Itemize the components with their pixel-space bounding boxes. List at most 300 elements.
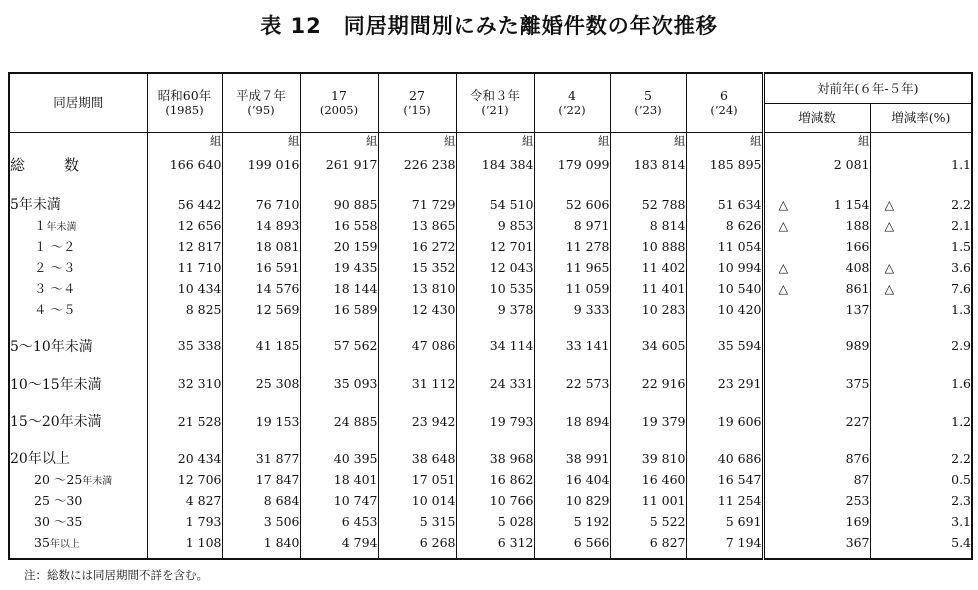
value-cell: 179 099 [534,153,610,176]
value-cell: 8 971 [534,215,610,236]
value-cell: 13 810 [378,278,456,299]
value-cell: 10 283 [610,299,686,320]
value-cell: 6 566 [534,532,610,553]
value-cell: 35 338 [147,334,222,357]
value-cell: 4 827 [147,490,222,511]
value-cell: 261 917 [300,153,378,176]
spacer-cell [300,176,378,194]
value-cell: 12 817 [147,236,222,257]
header-year-label: 17 [331,87,347,103]
spacer-cell [300,320,378,335]
value-cell: 10 420 [686,299,763,320]
rate-cell [870,153,972,176]
header-year-sub: (2005) [319,102,359,117]
rate-value: 2.1 [951,217,972,233]
spacer-cell [147,320,222,335]
value-cell: 52 788 [610,194,686,215]
row-label-text: 25 ～30 [34,493,83,509]
value-cell: 16 591 [222,257,300,278]
value-cell: 12 656 [147,215,222,236]
row-label [9,299,147,320]
rate-value: 1.6 [951,376,972,392]
value-cell: 9 378 [456,299,534,320]
value-cell: 17 051 [378,469,456,490]
change-value: 367 [845,534,870,550]
spacer-cell [147,433,222,448]
value-cell: 16 589 [300,299,378,320]
value-cell: 9 333 [534,299,610,320]
header-year [222,73,300,132]
header-year-sub: (’95) [247,102,275,117]
header-year-sub: (1985) [165,102,204,117]
value-cell: 199 016 [222,153,300,176]
spacer-cell [534,433,610,448]
spacer-cell [378,320,456,335]
header-period: 同居期間 [9,73,147,132]
rate-cell [870,372,972,395]
row-label [9,334,147,357]
rate-cell [870,215,972,236]
value-cell: 1 840 [222,532,300,553]
table-title-text: 同居期間別にみた離婚件数の年次推移 [343,14,718,38]
value-cell: 22 573 [534,372,610,395]
change-cell [763,215,870,236]
value-cell: 6 453 [300,511,378,532]
value-cell: 56 442 [147,194,222,215]
table-row [9,532,972,553]
value-cell: 11 001 [610,490,686,511]
change-cell [763,257,870,278]
header-year [686,73,763,132]
value-cell: 16 272 [378,236,456,257]
header-year-sub: (’15) [403,102,431,117]
decrease-mark: △ [884,196,895,212]
value-cell: 23 291 [686,372,763,395]
rate-value: 1.2 [951,413,972,429]
rate-value: 2.2 [951,196,972,212]
rate-value: 1.1 [951,157,972,172]
unit-label: 組 [222,132,300,153]
value-cell: 38 968 [456,448,534,469]
change-cell [763,532,870,553]
rate-cell [870,299,972,320]
rate-value: 3.6 [951,259,972,275]
change-value: 169 [845,513,870,529]
value-cell: 38 991 [534,448,610,469]
decrease-mark: △ [884,217,895,233]
row-label [9,490,147,511]
spacer-cell [9,357,147,372]
unit-label: 組 [763,132,870,153]
decrease-mark: △ [778,217,789,233]
value-cell: 24 885 [300,410,378,433]
row-label [9,194,147,215]
total-row [9,153,972,176]
decrease-mark: △ [778,259,789,275]
decrease-mark: △ [778,280,789,296]
value-cell: 19 153 [222,410,300,433]
value-cell: 11 402 [610,257,686,278]
value-cell: 7 194 [686,532,763,553]
table-row [9,236,972,257]
rate-cell [870,511,972,532]
row-label-text: ３ ～４ [34,281,76,297]
value-cell: 35 093 [300,372,378,395]
value-cell: 166 640 [147,153,222,176]
value-cell: 13 865 [378,215,456,236]
row-label [9,532,147,553]
value-cell: 90 885 [300,194,378,215]
value-cell: 14 576 [222,278,300,299]
value-cell: 16 460 [610,469,686,490]
row-label-text: 5年未満 [10,197,61,214]
value-cell: 40 686 [686,448,763,469]
value-cell: 18 144 [300,278,378,299]
spacer-cell [378,433,456,448]
unit-label: 組 [610,132,686,153]
change-value: 375 [845,376,870,392]
decrease-mark: △ [884,280,895,296]
value-cell: 11 059 [534,278,610,299]
change-cell [763,490,870,511]
value-cell: 9 853 [456,215,534,236]
value-cell: 12 043 [456,257,534,278]
value-cell: 8 684 [222,490,300,511]
divorce-table [8,72,973,560]
table-row [9,490,972,511]
value-cell: 10 888 [610,236,686,257]
change-cell [763,334,870,357]
table-row [9,194,972,215]
unit-label: 組 [534,132,610,153]
row-label [9,448,147,469]
spacer-cell [763,357,870,372]
rate-value: 7.6 [951,280,972,296]
rate-value: 0.5 [951,471,972,487]
value-cell: 1 793 [147,511,222,532]
spacer-cell [300,357,378,372]
value-cell: 71 729 [378,194,456,215]
change-value: 1 154 [833,196,870,212]
rate-value: 2.2 [951,450,972,466]
value-cell: 16 558 [300,215,378,236]
spacer-cell [456,433,534,448]
value-cell: 12 569 [222,299,300,320]
value-cell: 17 847 [222,469,300,490]
spacer-cell [686,176,763,194]
row-label-suffix: 年未満 [46,222,77,234]
change-cell [763,511,870,532]
value-cell: 6 827 [610,532,686,553]
rate-cell [870,257,972,278]
spacer-cell [610,553,686,559]
value-cell: 4 794 [300,532,378,553]
spacer-cell [9,320,147,335]
row-label-text: １ ～２ [34,239,76,255]
value-cell: 5 691 [686,511,763,532]
change-cell [763,299,870,320]
rate-cell [870,410,972,433]
value-cell: 12 430 [378,299,456,320]
spacer-cell [610,433,686,448]
value-cell: 19 435 [300,257,378,278]
value-cell: 5 192 [534,511,610,532]
change-cell [763,372,870,395]
spacer-cell [9,176,147,194]
value-cell: 10 829 [534,490,610,511]
spacer-cell [456,553,534,559]
change-value: 166 [845,238,870,254]
table-row [9,299,972,320]
spacer-cell [147,395,222,410]
value-cell: 31 877 [222,448,300,469]
footnote: 注：総数には同居期間不詳を含む。 [24,568,208,582]
row-label-text: 20 ～25 [34,472,83,488]
table-row [9,278,972,299]
value-cell: 19 379 [610,410,686,433]
value-cell: 31 112 [378,372,456,395]
header-year-sub: (’24) [710,102,738,117]
spacer-cell [378,395,456,410]
spacer-cell [378,553,456,559]
header-year [300,73,378,132]
value-cell: 11 278 [534,236,610,257]
spacer-cell [456,357,534,372]
row-label [9,511,147,532]
spacer-cell [222,357,300,372]
spacer-cell [610,176,686,194]
spacer-cell [147,357,222,372]
value-cell: 18 081 [222,236,300,257]
rate-cell [870,334,972,357]
spacer-cell [610,395,686,410]
change-value: 408 [845,259,870,275]
value-cell: 6 312 [456,532,534,553]
row-label-text: ４ ～５ [34,302,76,318]
spacer-cell [147,553,222,559]
rate-value: 3.1 [951,513,972,529]
header-year [378,73,456,132]
value-cell: 10 747 [300,490,378,511]
value-cell: 6 268 [378,532,456,553]
empty-cell [870,132,972,153]
value-cell: 47 086 [378,334,456,357]
value-cell: 10 014 [378,490,456,511]
rate-cell [870,278,972,299]
spacer-cell [763,553,870,559]
table-row [9,372,972,395]
unit-label: 組 [686,132,763,153]
value-cell: 15 352 [378,257,456,278]
rate-value: 1.5 [951,238,972,254]
spacer-cell [456,320,534,335]
spacer-cell [456,176,534,194]
value-cell: 14 893 [222,215,300,236]
spacer-cell [686,433,763,448]
spacer-cell [686,395,763,410]
header-rate: 増減率(%) [870,103,972,132]
unit-label: 組 [300,132,378,153]
row-label-suffix: 年以上 [49,538,80,550]
unit-label: 組 [378,132,456,153]
value-cell: 22 916 [610,372,686,395]
value-cell: 25 308 [222,372,300,395]
value-cell: 16 404 [534,469,610,490]
value-cell: 51 634 [686,194,763,215]
change-value: 989 [845,338,870,354]
rate-value: 1.3 [951,301,972,317]
value-cell: 8 626 [686,215,763,236]
value-cell: 11 710 [147,257,222,278]
value-cell: 35 594 [686,334,763,357]
spacer-cell [686,320,763,335]
row-label-text: 総 数 [10,156,92,174]
header-year [610,73,686,132]
spacer-cell [222,395,300,410]
row-label [9,236,147,257]
value-cell: 34 114 [456,334,534,357]
row-label-text: 15～20年未満 [10,414,102,431]
table-row [9,448,972,469]
row-label-suffix: 年未満 [82,476,113,488]
change-value: 137 [845,301,870,317]
header-year-label: 平成７年 [235,87,286,103]
spacer-cell [610,357,686,372]
change-value: 227 [845,413,870,429]
rate-value: 5.4 [951,534,972,550]
change-cell [763,153,870,176]
change-value: 2 081 [833,157,870,172]
value-cell: 11 254 [686,490,763,511]
spacer-cell [534,320,610,335]
rate-value: 2.9 [951,338,972,354]
value-cell: 20 434 [147,448,222,469]
change-cell [763,236,870,257]
value-cell: 10 994 [686,257,763,278]
row-label-text: ２ ～３ [34,260,76,276]
spacer-cell [378,357,456,372]
value-cell: 185 895 [686,153,763,176]
header-year-label: 27 [409,87,425,103]
spacer-cell [300,395,378,410]
change-value: 253 [845,492,870,508]
value-cell: 18 894 [534,410,610,433]
spacer-cell [456,395,534,410]
change-cell [763,469,870,490]
header-year [534,73,610,132]
value-cell: 19 793 [456,410,534,433]
spacer-cell [763,320,870,335]
value-cell: 54 510 [456,194,534,215]
header-year [147,73,222,132]
value-cell: 184 384 [456,153,534,176]
spacer-cell [378,176,456,194]
value-cell: 10 434 [147,278,222,299]
spacer-cell [300,433,378,448]
row-label [9,257,147,278]
header-compare: 対前年(６年-５年) [763,73,972,103]
change-value: 87 [853,471,870,487]
spacer-cell [534,553,610,559]
header-year-sub: (’23) [634,102,662,117]
rate-cell [870,469,972,490]
change-cell [763,278,870,299]
spacer-cell [534,176,610,194]
row-label [9,372,147,395]
spacer-cell [9,433,147,448]
row-label [9,278,147,299]
table-row [9,334,972,357]
rate-cell [870,194,972,215]
change-value: 861 [845,280,870,296]
value-cell: 226 238 [378,153,456,176]
value-cell: 16 862 [456,469,534,490]
change-value: 188 [845,217,870,233]
value-cell: 32 310 [147,372,222,395]
header-year-label: 昭和60年 [157,87,212,103]
spacer-cell [610,320,686,335]
value-cell: 23 942 [378,410,456,433]
spacer-cell [9,553,147,559]
spacer-cell [9,395,147,410]
value-cell: 40 395 [300,448,378,469]
spacer-cell [534,357,610,372]
header-year-label: 5 [644,87,652,103]
value-cell: 41 185 [222,334,300,357]
value-cell: 39 810 [610,448,686,469]
spacer-cell [763,395,870,410]
change-cell [763,194,870,215]
row-label-text: 20年以上 [10,451,70,468]
rate-cell [870,236,972,257]
value-cell: 10 766 [456,490,534,511]
spacer-cell [222,433,300,448]
value-cell: 57 562 [300,334,378,357]
value-cell: 5 028 [456,511,534,532]
row-label-text: 30 ～35 [34,514,83,530]
spacer-cell [686,553,763,559]
change-value: 876 [845,450,870,466]
row-label-text: 5～10年未満 [10,338,93,355]
empty-cell [9,132,147,153]
spacer-cell [686,357,763,372]
row-label [9,469,147,490]
value-cell: 12 701 [456,236,534,257]
value-cell: 24 331 [456,372,534,395]
row-label [9,215,147,236]
value-cell: 76 710 [222,194,300,215]
value-cell: 8 814 [610,215,686,236]
value-cell: 20 159 [300,236,378,257]
header-year-sub: (’22) [558,102,586,117]
row-label-text: １ [34,218,47,234]
table-title [0,10,978,40]
value-cell: 16 547 [686,469,763,490]
unit-label: 組 [147,132,222,153]
value-cell: 12 706 [147,469,222,490]
value-cell: 52 606 [534,194,610,215]
table-row [9,511,972,532]
table-row [9,469,972,490]
value-cell: 8 825 [147,299,222,320]
value-cell: 19 606 [686,410,763,433]
rate-value: 2.3 [951,492,972,508]
spacer-cell [147,176,222,194]
header-year-sub: (’21) [481,102,509,117]
decrease-mark: △ [884,259,895,275]
value-cell: 11 054 [686,236,763,257]
header-year-label: 4 [568,87,576,103]
